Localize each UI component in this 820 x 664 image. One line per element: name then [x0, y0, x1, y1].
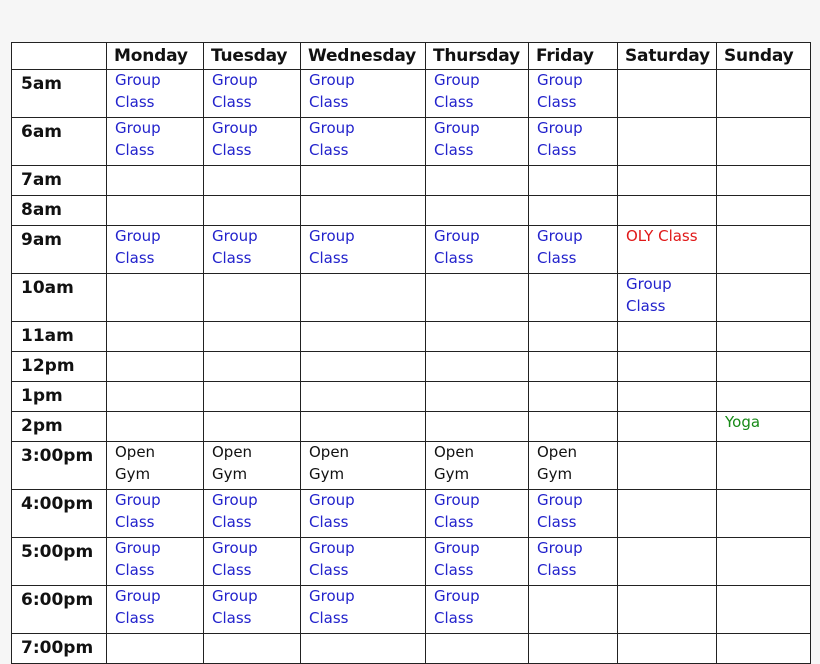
header-row: [12, 43, 811, 70]
slot-sunday: [717, 274, 811, 322]
schedule-table: [11, 42, 811, 664]
group-class-label: Group: [537, 539, 583, 557]
group-class-label: Class: [115, 140, 155, 159]
group-class-label: Class: [212, 248, 252, 267]
slot-tuesday: [204, 586, 301, 634]
group-class-label: Class: [434, 560, 474, 579]
group-class-label: Group: [309, 491, 355, 509]
group-class-label: Group: [434, 71, 480, 89]
slot-monday: [107, 442, 204, 490]
slot-tuesday: [204, 196, 301, 226]
group-class-label: Group: [115, 227, 161, 245]
slot-thursday: [426, 118, 529, 166]
group-class-label: Group: [434, 587, 480, 605]
schedule-row: [12, 586, 811, 634]
time-label: 11am: [12, 322, 107, 352]
slot-saturday: [618, 442, 717, 490]
slot-wednesday: [301, 382, 426, 412]
open-gym-label: Gym: [434, 464, 470, 483]
slot-saturday: [618, 274, 717, 322]
slot-friday: [529, 226, 618, 274]
group-class-label: Class: [309, 560, 349, 579]
group-class-label: Group: [309, 227, 355, 245]
slot-friday: [529, 586, 618, 634]
slot-saturday: [618, 586, 717, 634]
slot-friday: [529, 118, 618, 166]
slot-thursday: [426, 412, 529, 442]
time-label: 1pm: [12, 382, 107, 412]
group-class-label: Class: [115, 560, 155, 579]
group-class-label: Class: [537, 512, 577, 531]
group-class-label: Group: [309, 587, 355, 605]
slot-friday: [529, 70, 618, 118]
slot-wednesday: [301, 412, 426, 442]
slot-sunday: [717, 196, 811, 226]
group-class-label: Group: [212, 539, 258, 557]
slot-thursday: [426, 634, 529, 664]
slot-wednesday: [301, 118, 426, 166]
group-class-label: Class: [537, 248, 577, 267]
group-class-label: Class: [434, 608, 474, 627]
slot-friday: [529, 274, 618, 322]
slot-tuesday: [204, 166, 301, 196]
slot-tuesday: [204, 352, 301, 382]
schedule-row: [12, 196, 811, 226]
time-label: 6:00pm: [12, 586, 107, 634]
group-class-label: Class: [115, 512, 155, 531]
time-label: 4:00pm: [12, 490, 107, 538]
slot-saturday: [618, 634, 717, 664]
group-class-label: Class: [626, 296, 666, 315]
slot-monday: [107, 196, 204, 226]
schedule-body: [12, 70, 811, 664]
slot-friday: [529, 322, 618, 352]
day-header-friday: Friday: [529, 43, 618, 70]
slot-monday: [107, 352, 204, 382]
day-header-tuesday: Tuesday: [204, 43, 301, 70]
slot-tuesday: [204, 274, 301, 322]
slot-thursday: [426, 322, 529, 352]
schedule-row: [12, 274, 811, 322]
slot-sunday: [717, 490, 811, 538]
slot-monday: [107, 274, 204, 322]
time-label: 3:00pm: [12, 442, 107, 490]
slot-wednesday: [301, 166, 426, 196]
slot-saturday: [618, 382, 717, 412]
time-label: 7am: [12, 166, 107, 196]
time-label: 9am: [12, 226, 107, 274]
day-header-wednesday: Wednesday: [301, 43, 426, 70]
group-class-label: Group: [537, 119, 583, 137]
schedule-row: [12, 382, 811, 412]
slot-saturday: [618, 322, 717, 352]
group-class-label: Group: [115, 119, 161, 137]
slot-monday: [107, 490, 204, 538]
slot-thursday: [426, 490, 529, 538]
slot-sunday: [717, 538, 811, 586]
slot-wednesday: [301, 274, 426, 322]
slot-thursday: [426, 382, 529, 412]
open-gym-label: Open: [212, 443, 253, 461]
group-class-label: Class: [434, 512, 474, 531]
group-class-label: Class: [434, 92, 474, 111]
schedule-row: [12, 352, 811, 382]
oly-class-label: OLY Class: [626, 227, 698, 245]
schedule-row: [12, 412, 811, 442]
schedule-row: [12, 490, 811, 538]
slot-sunday: [717, 634, 811, 664]
slot-monday: [107, 118, 204, 166]
group-class-label: Group: [115, 539, 161, 557]
group-class-label: Group: [212, 587, 258, 605]
slot-sunday: [717, 118, 811, 166]
group-class-label: Class: [309, 512, 349, 531]
group-class-label: Group: [537, 491, 583, 509]
slot-sunday: [717, 586, 811, 634]
group-class-label: Group: [309, 539, 355, 557]
slot-sunday: [717, 70, 811, 118]
time-label: 2pm: [12, 412, 107, 442]
group-class-label: Class: [212, 92, 252, 111]
slot-sunday: [717, 322, 811, 352]
time-label: 6am: [12, 118, 107, 166]
slot-wednesday: [301, 490, 426, 538]
group-class-label: Class: [434, 140, 474, 159]
slot-sunday: [717, 166, 811, 196]
slot-tuesday: [204, 226, 301, 274]
slot-friday: [529, 442, 618, 490]
slot-monday: [107, 382, 204, 412]
group-class-label: Group: [434, 227, 480, 245]
slot-thursday: [426, 274, 529, 322]
slot-saturday: [618, 70, 717, 118]
slot-friday: [529, 382, 618, 412]
group-class-label: Group: [309, 119, 355, 137]
group-class-label: Group: [115, 587, 161, 605]
yoga-label: Yoga: [725, 413, 761, 431]
slot-wednesday: [301, 634, 426, 664]
group-class-label: Class: [115, 92, 155, 111]
slot-tuesday: [204, 382, 301, 412]
slot-tuesday: [204, 490, 301, 538]
time-label: 12pm: [12, 352, 107, 382]
slot-saturday: [618, 490, 717, 538]
slot-wednesday: [301, 226, 426, 274]
group-class-label: Class: [309, 92, 349, 111]
time-label: 10am: [12, 274, 107, 322]
schedule-row: [12, 538, 811, 586]
schedule-row: [12, 322, 811, 352]
slot-thursday: [426, 586, 529, 634]
schedule-row: [12, 118, 811, 166]
slot-sunday: [717, 226, 811, 274]
slot-thursday: [426, 70, 529, 118]
group-class-label: Group: [434, 119, 480, 137]
slot-wednesday: [301, 538, 426, 586]
slot-thursday: [426, 352, 529, 382]
open-gym-label: Gym: [537, 464, 573, 483]
slot-tuesday: [204, 442, 301, 490]
slot-wednesday: [301, 196, 426, 226]
schedule-row: [12, 442, 811, 490]
open-gym-label: Gym: [115, 464, 151, 483]
slot-monday: [107, 586, 204, 634]
open-gym-label: Open: [115, 443, 156, 461]
slot-saturday: [618, 538, 717, 586]
time-label: 5:00pm: [12, 538, 107, 586]
slot-friday: [529, 634, 618, 664]
schedule-row: [12, 634, 811, 664]
slot-thursday: [426, 196, 529, 226]
group-class-label: Group: [212, 491, 258, 509]
slot-thursday: [426, 166, 529, 196]
slot-tuesday: [204, 634, 301, 664]
time-label: 5am: [12, 70, 107, 118]
group-class-label: Group: [212, 119, 258, 137]
group-class-label: Class: [115, 248, 155, 267]
day-header-saturday: Saturday: [618, 43, 717, 70]
slot-saturday: [618, 412, 717, 442]
group-class-label: Class: [115, 608, 155, 627]
slot-saturday: [618, 196, 717, 226]
slot-wednesday: [301, 322, 426, 352]
slot-wednesday: [301, 442, 426, 490]
slot-sunday: [717, 442, 811, 490]
slot-saturday: [618, 166, 717, 196]
slot-monday: [107, 226, 204, 274]
slot-friday: [529, 412, 618, 442]
group-class-label: Class: [212, 608, 252, 627]
slot-monday: [107, 634, 204, 664]
slot-wednesday: [301, 70, 426, 118]
group-class-label: Class: [537, 560, 577, 579]
group-class-label: Class: [212, 140, 252, 159]
slot-monday: [107, 322, 204, 352]
slot-friday: [529, 352, 618, 382]
slot-saturday: [618, 352, 717, 382]
group-class-label: Group: [434, 539, 480, 557]
slot-monday: [107, 70, 204, 118]
slot-monday: [107, 166, 204, 196]
slot-friday: [529, 538, 618, 586]
group-class-label: Group: [434, 491, 480, 509]
schedule-row: [12, 70, 811, 118]
slot-thursday: [426, 442, 529, 490]
slot-monday: [107, 412, 204, 442]
time-label: 7:00pm: [12, 634, 107, 664]
group-class-label: Group: [212, 71, 258, 89]
group-class-label: Group: [115, 491, 161, 509]
group-class-label: Class: [212, 512, 252, 531]
open-gym-label: Gym: [309, 464, 345, 483]
group-class-label: Group: [309, 71, 355, 89]
slot-tuesday: [204, 118, 301, 166]
slot-thursday: [426, 226, 529, 274]
slot-sunday: [717, 412, 811, 442]
group-class-label: Group: [115, 71, 161, 89]
day-header-monday: Monday: [107, 43, 204, 70]
slot-monday: [107, 538, 204, 586]
slot-thursday: [426, 538, 529, 586]
group-class-label: Group: [537, 71, 583, 89]
group-class-label: Group: [212, 227, 258, 245]
open-gym-label: Gym: [212, 464, 248, 483]
slot-friday: [529, 490, 618, 538]
day-header-thursday: Thursday: [426, 43, 529, 70]
slot-wednesday: [301, 586, 426, 634]
corner-cell: [12, 43, 107, 70]
group-class-label: Class: [537, 140, 577, 159]
slot-tuesday: [204, 538, 301, 586]
time-label: 8am: [12, 196, 107, 226]
slot-sunday: [717, 352, 811, 382]
slot-sunday: [717, 382, 811, 412]
slot-saturday: [618, 118, 717, 166]
open-gym-label: Open: [434, 443, 475, 461]
slot-wednesday: [301, 352, 426, 382]
schedule-row: [12, 226, 811, 274]
day-header-sunday: Sunday: [717, 43, 811, 70]
group-class-label: Group: [626, 275, 672, 293]
group-class-label: Class: [434, 248, 474, 267]
group-class-label: Class: [309, 140, 349, 159]
group-class-label: Class: [212, 560, 252, 579]
slot-saturday: [618, 226, 717, 274]
group-class-label: Class: [309, 608, 349, 627]
group-class-label: Class: [309, 248, 349, 267]
group-class-label: Group: [537, 227, 583, 245]
schedule-row: [12, 166, 811, 196]
slot-friday: [529, 166, 618, 196]
open-gym-label: Open: [537, 443, 578, 461]
slot-friday: [529, 196, 618, 226]
slot-tuesday: [204, 322, 301, 352]
slot-tuesday: [204, 70, 301, 118]
group-class-label: Class: [537, 92, 577, 111]
slot-tuesday: [204, 412, 301, 442]
open-gym-label: Open: [309, 443, 350, 461]
